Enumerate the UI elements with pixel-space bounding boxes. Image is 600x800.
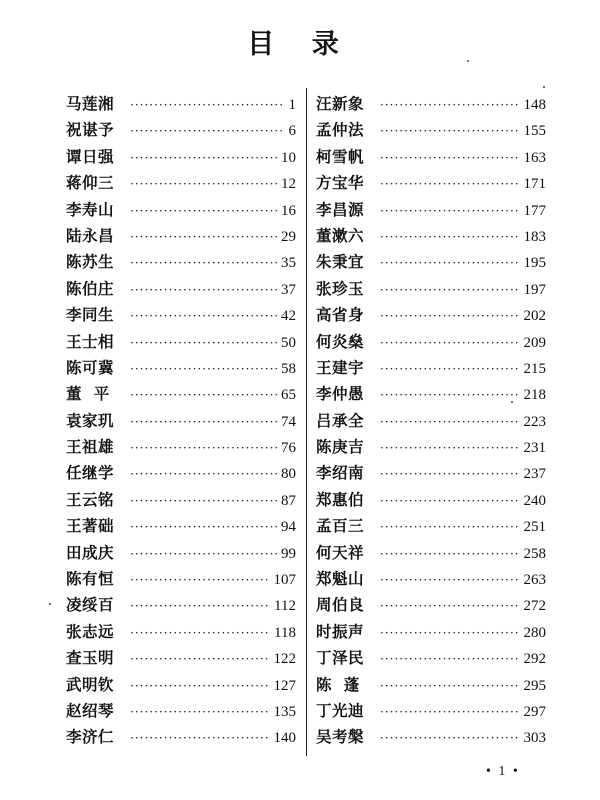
- dot-leader: [380, 250, 520, 276]
- toc-entry[interactable]: [66, 724, 296, 750]
- toc-entry[interactable]: [66, 408, 296, 434]
- toc-entry[interactable]: [66, 566, 296, 592]
- toc-entry-name: 陈有恒: [66, 569, 115, 589]
- dot-leader: [380, 382, 520, 408]
- toc-entry-page: 16: [281, 202, 296, 219]
- dot-leader: [130, 593, 270, 619]
- toc-entry-name: 郑魁山: [316, 569, 365, 589]
- toc-entry[interactable]: [66, 672, 296, 698]
- toc-entry-page: 118: [274, 624, 296, 641]
- toc-entry-name: 王祖雄: [66, 437, 115, 457]
- dot-leader: [380, 593, 520, 619]
- toc-entry-page: 99: [281, 545, 296, 562]
- toc-entry-name: 吕承全: [316, 410, 365, 430]
- toc-entry[interactable]: [316, 592, 546, 618]
- dot-leader: [380, 435, 520, 461]
- toc-entry-name: 武明钦: [66, 674, 115, 694]
- toc-entry-page: 177: [523, 202, 546, 219]
- dot-leader: [130, 382, 277, 408]
- toc-entry-page: 112: [274, 598, 296, 615]
- toc-entry[interactable]: [66, 91, 296, 117]
- toc-entry[interactable]: [66, 355, 296, 381]
- toc-entry-page: 223: [523, 413, 546, 430]
- toc-entry-name: 孟仲法: [316, 120, 365, 140]
- dot-leader: [380, 646, 520, 672]
- toc-entry[interactable]: [316, 566, 546, 592]
- toc-entry-page: 140: [273, 730, 296, 747]
- toc-entry-name: 董 平: [66, 384, 110, 404]
- toc-entry-page: 155: [523, 123, 546, 140]
- toc-entry[interactable]: [66, 170, 296, 196]
- toc-entry-page: 58: [281, 360, 296, 377]
- toc-entry[interactable]: [316, 276, 546, 302]
- dot-leader: [380, 198, 520, 224]
- toc-entry[interactable]: [66, 619, 296, 645]
- dot-leader: [380, 699, 520, 725]
- toc-entry[interactable]: [316, 249, 546, 275]
- toc-entry[interactable]: [66, 592, 296, 618]
- toc-entry[interactable]: [66, 276, 296, 302]
- toc-entry[interactable]: [316, 487, 546, 513]
- toc-entry-name: 何炎燊: [316, 331, 365, 351]
- toc-entry[interactable]: [316, 223, 546, 249]
- dot-leader: [130, 277, 277, 303]
- dot-leader: [380, 356, 520, 382]
- toc-entry-name: 查玉明: [66, 648, 115, 668]
- toc-entry-name: 陈伯庄: [66, 278, 115, 298]
- toc-entry-name: 李济仁: [66, 727, 115, 747]
- dot-leader: [380, 461, 520, 487]
- toc-entry-name: 朱秉宜: [316, 252, 365, 272]
- toc-entry-name: 何天祥: [316, 542, 365, 562]
- toc-entry[interactable]: [316, 302, 546, 328]
- toc-entry[interactable]: [316, 381, 546, 407]
- toc-entry-page: 231: [523, 440, 546, 457]
- toc-entry-name: 凌绥百: [66, 595, 115, 615]
- dot-leader: [130, 435, 277, 461]
- dot-leader: [380, 92, 520, 118]
- toc-entry-name: 蒋仰三: [66, 173, 115, 193]
- dot-leader: [380, 277, 520, 303]
- toc-entry[interactable]: [66, 197, 296, 223]
- dot-leader: [380, 145, 520, 171]
- dot-leader: [130, 699, 270, 725]
- toc-entry[interactable]: [66, 249, 296, 275]
- toc-entry[interactable]: [316, 698, 546, 724]
- toc-entry[interactable]: [316, 645, 546, 671]
- dot-leader: [380, 725, 520, 751]
- toc-entry-page: 209: [523, 334, 546, 351]
- toc-entry-name: 赵绍琴: [66, 700, 115, 720]
- toc-entry-page: 303: [523, 730, 546, 747]
- toc-entry-page: 171: [523, 176, 546, 193]
- toc-column-left: [66, 91, 296, 751]
- toc-entry-name: 高省身: [316, 305, 365, 325]
- toc-entry-name: 王云铭: [66, 489, 115, 509]
- page-title: 目 录: [247, 29, 353, 60]
- toc-entry-page: 135: [273, 703, 296, 720]
- toc-entry-name: 郑惠伯: [316, 489, 365, 509]
- toc-entry-name: 张志远: [66, 621, 115, 641]
- toc-entry[interactable]: [316, 91, 546, 117]
- toc-entry-page: 297: [523, 703, 546, 720]
- toc-entry-name: 柯雪帆: [316, 146, 365, 166]
- toc-entry-name: 祝谌予: [66, 120, 115, 140]
- dot-leader: [130, 118, 285, 144]
- dot-leader: [130, 620, 270, 646]
- toc-entry-page: 35: [281, 255, 296, 272]
- toc-entry[interactable]: [66, 329, 296, 355]
- toc-entry-name: 方宝华: [316, 173, 365, 193]
- toc-entry-name: 马莲湘: [66, 94, 115, 113]
- toc-entry-page: 42: [281, 308, 296, 325]
- toc-entry-page: 215: [523, 360, 546, 377]
- toc-entry-name: 陈庚吉: [316, 437, 365, 457]
- toc-entry-name: 丁光迪: [316, 700, 365, 720]
- toc-entry-page: 263: [523, 572, 546, 589]
- toc-entry[interactable]: [66, 223, 296, 249]
- dot-leader: [130, 461, 277, 487]
- dot-leader: [380, 118, 520, 144]
- toc-entry-page: 1: [288, 97, 296, 113]
- toc-entry[interactable]: [66, 460, 296, 486]
- toc-entry-name: 陈可冀: [66, 357, 115, 377]
- toc-entry-page: 240: [523, 492, 546, 509]
- toc-entry-page: 195: [523, 255, 546, 272]
- dot-leader: [130, 303, 277, 329]
- toc-entry[interactable]: [316, 197, 546, 223]
- toc-entry-page: 76: [281, 440, 296, 457]
- toc-entry[interactable]: [316, 355, 546, 381]
- toc-entry[interactable]: [316, 619, 546, 645]
- toc-entry-name: 汪新象: [316, 94, 365, 113]
- toc-entry[interactable]: [66, 117, 296, 143]
- toc-entry-name: 李绍南: [316, 463, 365, 483]
- toc-entry[interactable]: [66, 434, 296, 460]
- toc-entry-name: 陈 蓬: [316, 674, 360, 694]
- toc-entry-page: 295: [523, 677, 546, 694]
- toc-entry-name: 孟百三: [316, 516, 365, 536]
- toc-entry-name: 周伯良: [316, 595, 365, 615]
- toc-entry[interactable]: [66, 698, 296, 724]
- scan-speck: [511, 401, 513, 403]
- dot-leader: [130, 488, 277, 514]
- toc-entry-page: 107: [273, 572, 296, 589]
- toc-column-right: [316, 91, 546, 751]
- dot-leader: [130, 224, 277, 250]
- dot-leader: [130, 673, 270, 699]
- dot-leader: [130, 171, 277, 197]
- toc-entry-name: 李寿山: [66, 199, 115, 219]
- toc-entry[interactable]: [316, 408, 546, 434]
- toc-entry-page: 50: [281, 334, 296, 351]
- toc-entry-page: 37: [281, 281, 296, 298]
- toc-entry-page: 183: [523, 228, 546, 245]
- dot-leader: [380, 303, 520, 329]
- toc-entry-name: 谭日强: [66, 146, 115, 166]
- toc-entry[interactable]: [316, 117, 546, 143]
- toc-entry-page: 148: [523, 97, 546, 113]
- toc-entry[interactable]: [316, 144, 546, 170]
- toc-entry-name: 田成庆: [66, 542, 115, 562]
- toc-entry[interactable]: [316, 513, 546, 539]
- toc-entry-page: 12: [281, 176, 296, 193]
- dot-leader: [380, 514, 520, 540]
- toc-entry[interactable]: [316, 724, 546, 750]
- dot-leader: [380, 224, 520, 250]
- toc-entry[interactable]: [316, 540, 546, 566]
- dot-leader: [380, 488, 520, 514]
- toc-entry-page: 251: [523, 519, 546, 536]
- dot-leader: [130, 725, 270, 751]
- dot-leader: [380, 673, 520, 699]
- dot-leader: [130, 145, 277, 171]
- dot-leader: [380, 409, 520, 435]
- dot-leader: [380, 171, 520, 197]
- dot-leader: [380, 620, 520, 646]
- toc-entry-name: 张珍玉: [316, 278, 365, 298]
- toc-entry-name: 王著础: [66, 516, 115, 536]
- toc-entry-page: 122: [273, 651, 296, 668]
- toc-entry-name: 时振声: [316, 621, 365, 641]
- scan-speck: [467, 60, 469, 62]
- toc-entry-name: 陈苏生: [66, 252, 115, 272]
- toc-entry[interactable]: [66, 645, 296, 671]
- toc-entry-page: 94: [281, 519, 296, 536]
- toc-entry-page: 127: [273, 677, 296, 694]
- toc-entry-page: 87: [281, 492, 296, 509]
- toc-entry[interactable]: [66, 540, 296, 566]
- toc-entry[interactable]: [316, 672, 546, 698]
- toc-entry-name: 吴考槃: [316, 727, 365, 747]
- toc-entry-name: 陆永昌: [66, 225, 115, 245]
- toc-entry-page: 65: [281, 387, 296, 404]
- toc-entry-page: 218: [523, 387, 546, 404]
- dot-leader: [380, 567, 520, 593]
- toc-entry-page: 280: [523, 624, 546, 641]
- dot-leader: [130, 646, 270, 672]
- toc-entry-name: 袁家玑: [66, 410, 115, 430]
- toc-entry[interactable]: [66, 302, 296, 328]
- dot-leader: [130, 567, 270, 593]
- dot-leader: [380, 541, 520, 567]
- toc-entry-page: 272: [523, 598, 546, 615]
- page-number: • 1 •: [486, 764, 520, 779]
- toc-entry[interactable]: [316, 170, 546, 196]
- dot-leader: [130, 356, 277, 382]
- toc-entry-page: 197: [523, 281, 546, 298]
- dot-leader: [130, 198, 277, 224]
- toc-entry[interactable]: [316, 460, 546, 486]
- toc-entry[interactable]: [66, 513, 296, 539]
- toc-entry-name: 李仲愚: [316, 384, 365, 404]
- toc-entry-page: 80: [281, 466, 296, 483]
- dot-leader: [130, 514, 277, 540]
- toc-entry-page: 292: [523, 651, 546, 668]
- toc-entry[interactable]: [66, 144, 296, 170]
- toc-entry-page: 202: [523, 308, 546, 325]
- column-divider: [306, 88, 307, 756]
- toc-entry-page: 237: [523, 466, 546, 483]
- dot-leader: [130, 541, 277, 567]
- dot-leader: [130, 409, 277, 435]
- toc-entry[interactable]: [66, 487, 296, 513]
- dot-leader: [380, 330, 520, 356]
- toc-entry-page: 6: [288, 123, 296, 140]
- toc-entry-page: 163: [523, 149, 546, 166]
- toc-entry-page: 29: [281, 228, 296, 245]
- toc-entry-page: 258: [523, 545, 546, 562]
- toc-entry-page: 10: [281, 149, 296, 166]
- toc-entry[interactable]: [66, 381, 296, 407]
- toc-entry[interactable]: [316, 329, 546, 355]
- dot-leader: [130, 330, 277, 356]
- scan-speck: [49, 603, 51, 605]
- toc-entry-name: 李昌源: [316, 199, 365, 219]
- toc-entry-name: 董漱六: [316, 225, 365, 245]
- toc-entry-name: 丁泽民: [316, 648, 365, 668]
- scan-speck: [543, 86, 545, 88]
- toc-entry-page: 74: [281, 413, 296, 430]
- toc-entry-name: 李同生: [66, 305, 115, 325]
- toc-entry-name: 任继学: [66, 463, 115, 483]
- toc-entry-name: 王士相: [66, 331, 115, 351]
- dot-leader: [130, 92, 285, 118]
- dot-leader: [130, 250, 277, 276]
- toc-entry[interactable]: [316, 434, 546, 460]
- toc-entry-name: 王建宇: [316, 357, 365, 377]
